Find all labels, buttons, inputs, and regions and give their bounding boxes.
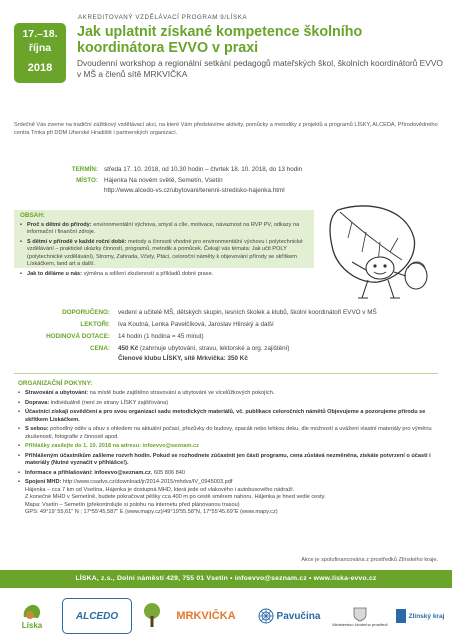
mrkvicka-logo: MRKVIČKA xyxy=(176,610,236,622)
pokyny-item: • Informace a přihlašování: infoevvo@seznam.cz, 605 806 840 xyxy=(18,470,438,477)
ministry-logo: Ministerstvo životního prostředí xyxy=(332,600,388,632)
lektori-value: Iva Koutná, Lenka Pavelčíková, Jaroslav Hlinský a další xyxy=(118,321,274,328)
obsah-item: • Jak to děláme u nás: výměna a sdílení zkušeností a příkladů dobré praxe. xyxy=(20,271,308,278)
date-badge xyxy=(14,23,66,83)
obsah-title: OBSAH: xyxy=(20,212,45,219)
coat-of-arms-icon xyxy=(352,606,368,622)
alcedo-logo: ALCEDO xyxy=(62,598,132,634)
obsah-item: • Proč s dětmi do přírody: environmentální výchova, smysl a cíle, motivace, návaznost na RVP PV, odkazy na informační i finanční zdroje. xyxy=(20,222,308,237)
page-title: Jak uplatnit získané kompetence školního koordinátora EVVO v praxi xyxy=(77,24,363,56)
mhd-line: Hájenka – cca 7 km od Vsetína, Hájenka je dostupná MHD, která jede od vlakového i autobusového nádraží. xyxy=(25,486,295,493)
obsah-item: • S dětmi v přírodě v každé roční době: metody a činnosti vhodné pro environmentální výchovu i polytechnické vzdělávání – praktické ukázky činností, programů, metodik a pomůcek. Čekají vás témata: Jak učit POLY (polytechnické vzdělávání), Stromy, Zahrada, Včely, Ptáci, celoroční náměty k objevování přírody se skřítkem Lískáčkem, land art a další. xyxy=(20,239,308,269)
meta-section xyxy=(0,165,452,195)
pavucina-logo: Pavučina xyxy=(254,600,324,632)
cena-label: CENA: xyxy=(90,345,110,352)
support-note: Akce je spolufinancována z prostředků Zlínského kraje. xyxy=(301,557,438,563)
pokyny-item-deadline: • Přihlášky zasílejte do 1. 10. 2018 na adresu: infoevvo@seznam.cz xyxy=(18,443,438,450)
partner-logos xyxy=(0,592,452,640)
program-label: AKREDITOVANÝ VZDĚLÁVACÍ PROGRAM 9/LÍSKA xyxy=(78,14,248,21)
lektori-label: LEKTOŘI: xyxy=(80,321,110,328)
pokyny-list xyxy=(18,390,438,519)
date-year: 2018 xyxy=(27,62,53,74)
pokyny-item: • Přihlášeným účastníkům zašleme rozvrh hodin. Pokud se rozhodnete zúčastnit jen části programu, cena zůstává nezměněna, získáte potvrzení o účasti i materiály (Nutné vyznačit v přihlášce!). xyxy=(18,453,438,468)
details-section xyxy=(0,308,452,368)
mhd-line: GPS: 49°19' 55,61" N ; 17°55'45,587" E (www.mapy.cz)/49°19'55.58"N, 17°55'45.69"E (www.mapy.cz) xyxy=(25,509,278,515)
spiderweb-icon xyxy=(258,608,274,624)
cena-value: 450 Kč (zahrnuje ubytování, stravu, lektorské a org. zajištění) xyxy=(118,345,290,352)
dotace-value: 14 hodin (1 hodina = 45 minut) xyxy=(118,333,204,340)
hazelnut-character-illustration xyxy=(318,198,442,308)
pokyny-item-mhd: • Spojení MHD: http://www.csadvs.cz/download/jr/2014-2015/mhdvs/IV_0945003.pdf Hájenka – cca 7 km od Vsetína, Hájenka je dostupná MHD, která jede od vlakového i autobusového nádraží. Z konečné MHD v Semetíně, budete pokračovat pěšky cca 400 m po cestě směrem nahoru. Hájenka je hned vedle cesty. Mapa: Vsetín – Semetín (překontrolujte si polohu na internetu před plánovanou trasou) GPS: 49°19' 55,61" N ; 17°55'45,587" E (www.mapy.cz)/49°19'55.58"N, 17°55'45.69"E (www.mapy.cz) xyxy=(18,479,438,516)
trnka-logo xyxy=(140,600,164,630)
termin-value: středa 17. 10. 2018, od 10.30 hodin – čtvrtek 18. 10. 2018, do 13 hodin xyxy=(104,166,303,173)
date-month: října xyxy=(28,42,52,54)
misto-label: MÍSTO: xyxy=(76,177,98,184)
pokyny-item: • Doprava: individuálně (není ze strany LÍSKY zajišťována) xyxy=(18,400,438,407)
zlinsky-kraj-logo: Zlínský kraj xyxy=(394,602,446,630)
termin-label: TERMÍN: xyxy=(71,166,98,173)
intro-paragraph: Srdečně Vás zveme na tradiční zážitkový vzdělávací akci, na které Vám představíme aktivity, pomůcky a metodiky z projektů a programů LÍSKY, ALCEDA, Přírodovědného centra Trnka při DDM Uherské Hradiště i partnerských organizací. xyxy=(14,122,438,136)
region-icon xyxy=(396,609,406,623)
misto-link[interactable]: http://www.alcedo-vs.cz/ubytovani/terenni-stredisko-hajenka.html xyxy=(104,187,285,194)
pokyny-item: • S sebou: pohodlný oděv a obuv s ohledem na aktuální počasí, přezůvky do budovy, spacák nebo lehkou deku, dle možností a uvážení vlastní materiály pro výměnu zkušeností, fotografie z činností apod. xyxy=(18,426,438,441)
doporuceno-label: DOPORUČENO: xyxy=(62,309,110,316)
misto-value: Hájenka Na novém světě, Semetín, Vsetín xyxy=(104,177,223,184)
hazelnut-icon xyxy=(20,603,44,621)
pokyny-item: • Stravování a ubytování: na místě bude zajištěno stravování a ubytování ve vícelůžkových pokojích. xyxy=(18,390,438,397)
pokyny-title: ORGANIZAČNÍ POKYNY: xyxy=(18,380,93,387)
cena-members: Členové klubu LÍSKY, sítě Mrkvička: 350 Kč xyxy=(118,355,248,362)
footer-contact-bar: LÍSKA, z.s., Dolní náměstí 429, 755 01 Vsetín • infoevvo@seznam.cz • www.liska-evvo.cz xyxy=(0,570,452,588)
section-divider xyxy=(14,373,438,374)
mhd-line: Z konečné MHD v Semetíně, budete pokračovat pěšky cca 400 m po cestě směrem nahoru. Hájenka je hned vedle cesty. xyxy=(25,494,326,501)
doporuceno-value: vedení a učitelé MŠ, dětských skupin, lesních školek a klubů, školní koordinátoři EVVO v MŠ xyxy=(118,309,377,316)
page-subtitle: Dvoudenní workshop a regionální setkání pedagogů mateřských škol, školních koordinátorů EVVO v MŠ a členů sítě MRKVIČKA xyxy=(77,58,443,79)
mhd-line: Mapa: Vsetín – Semetín (překontrolujte si polohu na internetu před plánovanou trasou) xyxy=(25,501,240,508)
dotace-label: HODINOVÁ DOTACE: xyxy=(46,333,110,340)
liska-logo: Líska xyxy=(10,598,54,634)
obsah-list xyxy=(20,222,308,280)
date-days: 17.–18. xyxy=(22,28,58,40)
pokyny-item: • Účastníci získají osvědčení a pro svou organizaci sadu metodických materiálů, vč. publikace celoročních námětů Objevujeme a pozorujeme přírodu se skřítkem Lískáčkem. xyxy=(18,409,438,424)
